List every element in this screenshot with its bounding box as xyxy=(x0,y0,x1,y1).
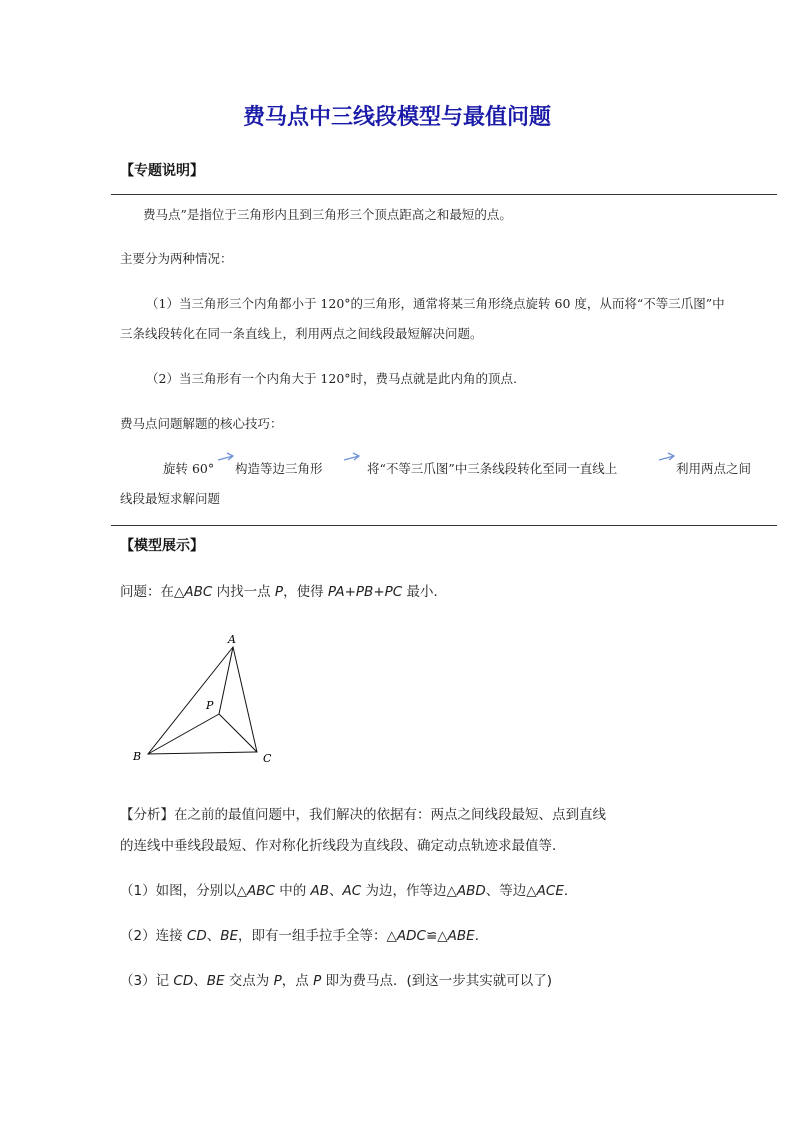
case-2: （2）当三角形有一个内角大于 120°时，费马点就是此内角的顶点. xyxy=(146,371,518,386)
fermat-definition: 费马点”是指位于三角形内且到三角形三个顶点距高之和最短的点。 xyxy=(143,207,512,222)
arrow-right-icon xyxy=(217,452,235,464)
flow-step-transform: 将“不等三爪图”中三条线段转化至同一直线上 xyxy=(367,461,618,476)
triangle-figure xyxy=(126,628,286,770)
segment-pa xyxy=(219,647,233,714)
case-1-line-1: （1）当三角形三个内角都小于 120°的三角形，通常将某三角形绕点旋转 60 度，从而将“不等三爪图”中 xyxy=(146,296,725,311)
segment-pb xyxy=(148,714,219,754)
triangle-abc xyxy=(148,647,257,754)
segment-pc xyxy=(219,714,257,752)
cases-intro: 主要分为两种情况： xyxy=(120,251,233,266)
flow-step-rotate: 旋转 60° xyxy=(163,461,215,476)
section-heading-model: 【模型展示】 xyxy=(120,538,204,554)
label-b: B xyxy=(133,750,142,763)
flow-step-shortest: 利用两点之间 xyxy=(676,461,752,476)
arrow-right-icon xyxy=(343,452,361,464)
divider-bottom xyxy=(111,525,777,526)
case-1-line-2: 三条线段转化在同一条直线上，利用两点之间线段最短解决问题。 xyxy=(120,326,483,341)
flow-step-tail: 线段最短求解问题 xyxy=(120,491,221,506)
divider-top xyxy=(111,194,777,195)
analysis-line-2: 的连线中垂线段最短、作对称化折线段为直线段、确定动点轨迹求最值等． xyxy=(120,838,566,854)
flow-step-construct: 构造等边三角形 xyxy=(235,461,323,476)
label-c: C xyxy=(263,752,272,765)
step-2: （2）连接 CD、BE，即有一组手拉手全等：△ADC≌△ABE． xyxy=(120,928,489,944)
label-a: A xyxy=(228,633,236,646)
arrow-right-icon xyxy=(658,452,676,464)
problem-statement: 问题：在△ABC 内找一点 P，使得 PA+PB+PC 最小． xyxy=(120,584,447,600)
page-title: 费马点中三线段模型与最值问题 xyxy=(242,105,551,130)
label-p: P xyxy=(206,699,214,712)
step-3: （3）记 CD、BE 交点为 P，点 P 即为费马点．(到这一步其实就可以了) xyxy=(120,973,553,989)
core-technique-intro: 费马点问题解题的核心技巧： xyxy=(120,416,283,431)
section-heading-explanation: 【专题说明】 xyxy=(120,163,204,179)
analysis-line-1: 【分析】在之前的最值问题中，我们解决的依据有：两点之间线段最短、点到直线 xyxy=(120,807,606,823)
step-1: （1）如图，分别以△ABC 中的 AB、AC 为边，作等边△ABD、等边△ACE． xyxy=(120,883,578,899)
